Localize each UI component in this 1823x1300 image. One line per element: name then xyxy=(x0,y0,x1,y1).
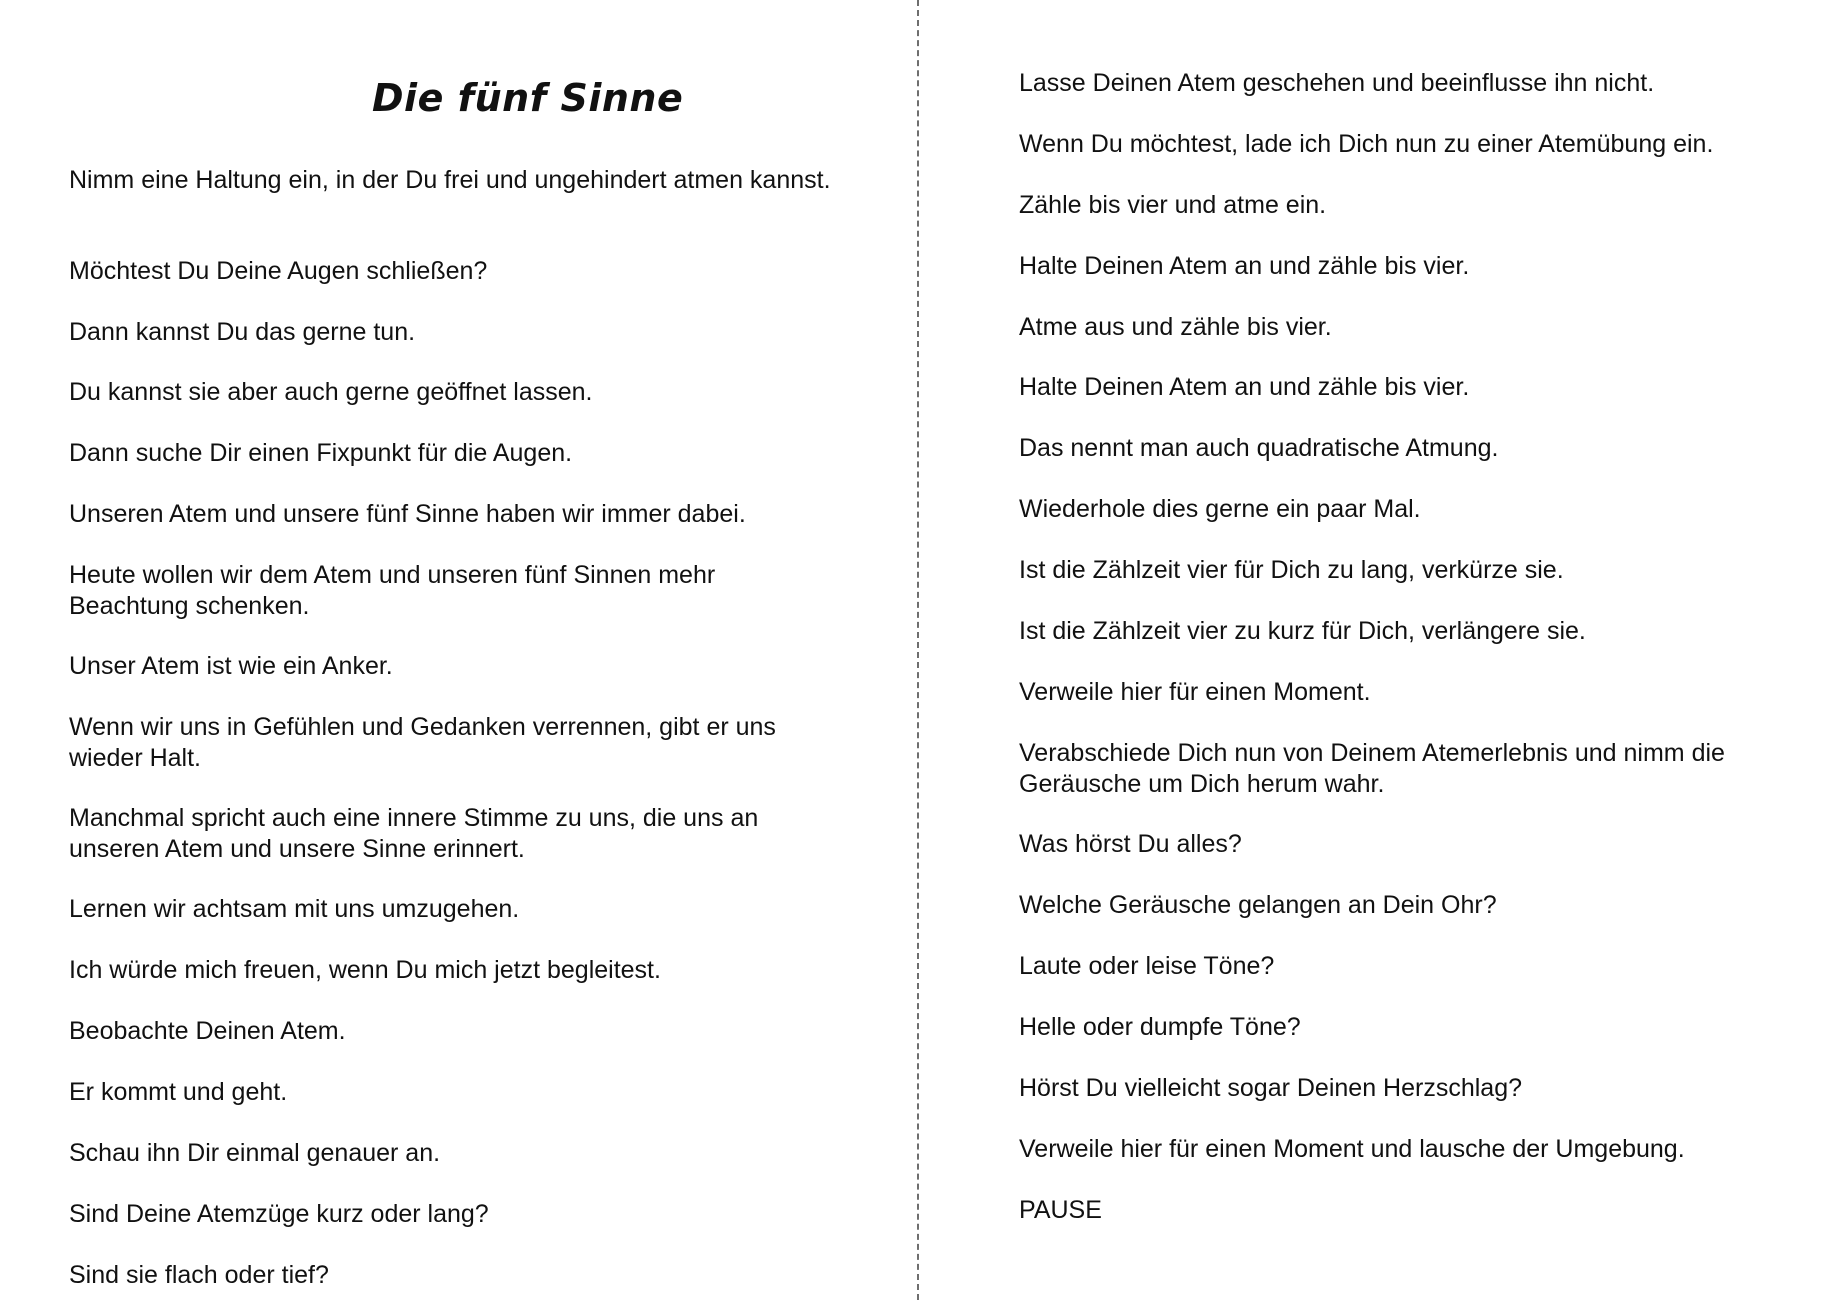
paragraph: Möchtest Du Deine Augen schließen? xyxy=(69,257,488,285)
paragraph: Das nennt man auch quadratische Atmung. xyxy=(1019,434,1499,462)
paragraph: Ist die Zählzeit vier für Dich zu lang, verkürze sie. xyxy=(1019,556,1564,584)
paragraph: Nimm eine Haltung ein, in der Du frei und ungehindert atmen kannst. xyxy=(69,166,831,194)
paragraph: Lernen wir achtsam mit uns umzugehen. xyxy=(69,895,520,923)
paragraph: Sind sie flach oder tief? xyxy=(69,1261,329,1289)
paragraph: Atme aus und zähle bis vier. xyxy=(1019,313,1332,341)
paragraph: Unser Atem ist wie ein Anker. xyxy=(69,652,393,680)
paragraph: Sind Deine Atemzüge kurz oder lang? xyxy=(69,1200,489,1228)
paragraph: Manchmal spricht auch eine innere Stimme zu uns, die uns an unseren Atem und unsere Sinne erinnert. xyxy=(69,804,759,863)
paragraph: Helle oder dumpfe Töne? xyxy=(1019,1013,1301,1041)
paragraph: Wenn Du möchtest, lade ich Dich nun zu einer Atemübung ein. xyxy=(1019,130,1714,158)
paragraph: Dann suche Dir einen Fixpunkt für die Augen. xyxy=(69,439,573,467)
paragraph: Hörst Du vielleicht sogar Deinen Herzschlag? xyxy=(1019,1074,1523,1102)
paragraph: Wiederhole dies gerne ein paar Mal. xyxy=(1019,495,1421,523)
paragraph: Halte Deinen Atem an und zähle bis vier. xyxy=(1019,373,1470,401)
paragraph: Verabschiede Dich nun von Deinem Atemerlebnis und nimm die Geräusche um Dich herum wahr. xyxy=(1019,739,1725,798)
paragraph: Halte Deinen Atem an und zähle bis vier. xyxy=(1019,252,1470,280)
paragraph: Unseren Atem und unsere fünf Sinne haben wir immer dabei. xyxy=(69,500,746,528)
paragraph: Zähle bis vier und atme ein. xyxy=(1019,191,1327,219)
paragraph: Schau ihn Dir einmal genauer an. xyxy=(69,1139,441,1167)
paragraph: Lasse Deinen Atem geschehen und beeinflusse ihn nicht. xyxy=(1019,69,1655,97)
paragraph: Was hörst Du alles? xyxy=(1019,830,1242,858)
paragraph: Dann kannst Du das gerne tun. xyxy=(69,318,416,346)
paragraph: Ist die Zählzeit vier zu kurz für Dich, verlängere sie. xyxy=(1019,617,1586,645)
paragraph: Wenn wir uns in Gefühlen und Gedanken verrennen, gibt er uns wieder Halt. xyxy=(69,713,776,772)
paragraph: Er kommt und geht. xyxy=(69,1078,288,1106)
paragraph: Verweile hier für einen Moment. xyxy=(1019,678,1371,706)
column-divider xyxy=(917,0,919,1300)
paragraph: Du kannst sie aber auch gerne geöffnet lassen. xyxy=(69,378,593,406)
paragraph: Beobachte Deinen Atem. xyxy=(69,1017,346,1045)
paragraph: Heute wollen wir dem Atem und unseren fünf Sinnen mehr Beachtung schenken. xyxy=(69,561,716,620)
page-title: Die fünf Sinne xyxy=(372,76,684,120)
paragraph: Laute oder leise Töne? xyxy=(1019,952,1275,980)
paragraph: Welche Geräusche gelangen an Dein Ohr? xyxy=(1019,891,1497,919)
paragraph: Ich würde mich freuen, wenn Du mich jetzt begleitest. xyxy=(69,956,661,984)
paragraph: Verweile hier für einen Moment und lausche der Umgebung. xyxy=(1019,1135,1685,1163)
paragraph: PAUSE xyxy=(1019,1196,1102,1224)
